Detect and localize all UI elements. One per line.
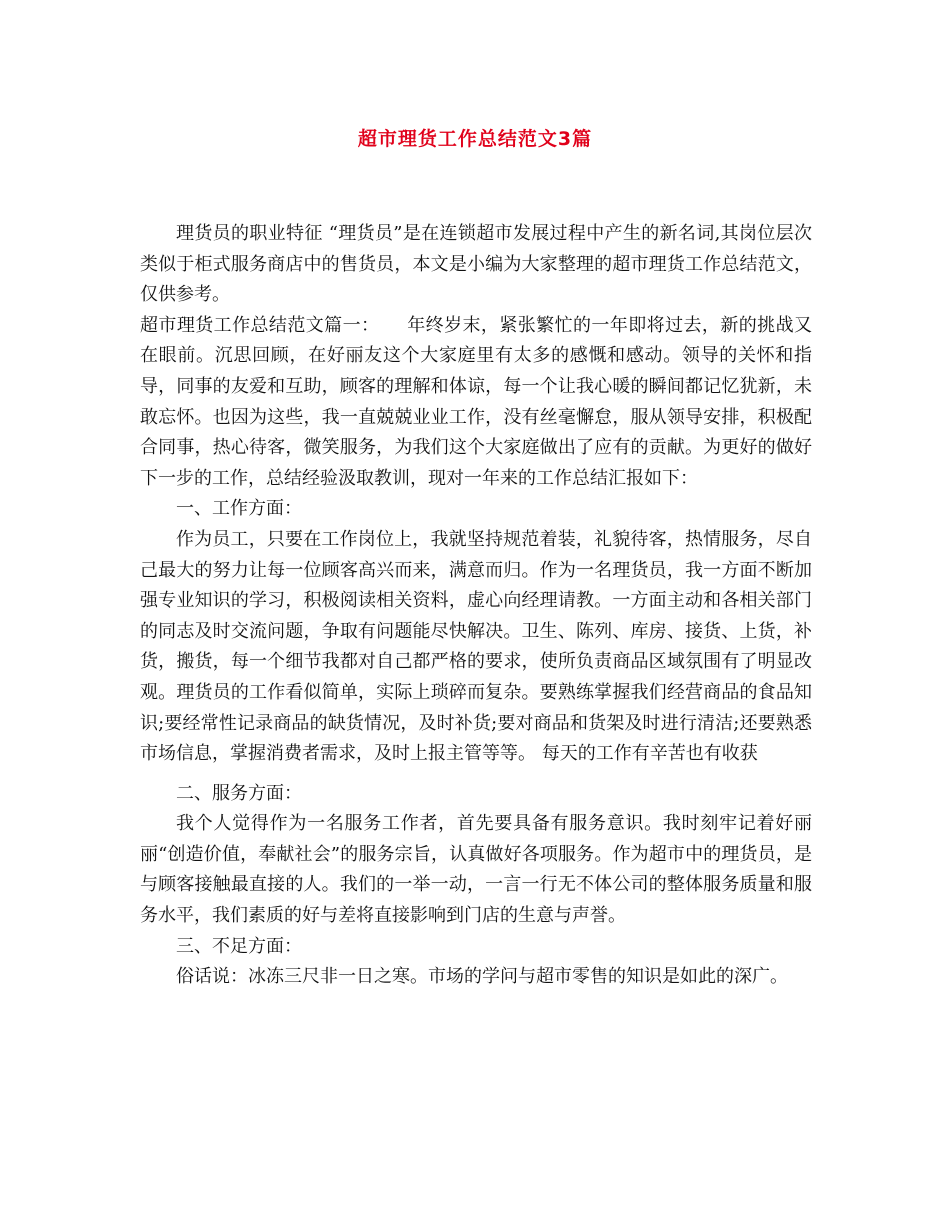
intro-paragraph: 理货员的职业特征 “理货员”是在连锁超市发展过程中产生的新名词,其岗位层次类似于柜式服务商店中的售货员，本文是小编为大家整理的超市理货工作总结范文，仅供参考。 (140, 223, 812, 306)
section2-paragraph: 我个人觉得作为一名服务工作者，首先要具备有服务意识。我时刻牢记着好丽丽“创造价值，奉献社会”的服务宗旨，认真做好各项服务。作为超市中的理货员，是与顾客接触最直接的人。我们的一举一动，一言一行无不体公司的整体服务质量和服务水平，我们素质的好与差将直接影响到门店的生意与声誉。 (140, 813, 812, 927)
section1-paragraph: 作为员工，只要在工作岗位上，我就坚持规范着装，礼貌待客，热情服务，尽自己最大的努力让每一位顾客高兴而来，满意而归。作为一名理货员，我一方面不断加强专业知识的学习，积极阅读相关资料，虚心向经理请教。一方面主动和各相关部门的同志及时交流问题，争取有问题能尽快解决。卫生、陈列、库房、接货、上货，补货，搬货，每一个细节我都对自己都严格的要求，使所负责商品区域氛围有了明显改观。理货员的工作看似简单，实际上琐碎而复杂。要熟练掌握我们经营商品的食品知识;要经常性记录商品的缺货情况，及时补货;要对商品和货架及时进行清洁;还要熟悉市场信息，掌握消费者需求，及时上报主管等等。 每天的工作有辛苦也有收获 (140, 528, 812, 765)
document-body (140, 219, 812, 993)
section2-heading: 二、服务方面： (176, 782, 302, 804)
article1-opening-paragraph: 超市理货工作总结范文篇一： 年终岁末，紧张繁忙的一年即将过去，新的挑战又在眼前。沉思回顾，在好丽友这个大家庭里有太多的感慨和感动。领导的关怀和指导，同事的友爱和互助，顾客的理解和体谅，每一个让我心暖的瞬间都记忆犹新，未敢忘怀。也因为这些，我一直兢兢业业工作，没有丝毫懈怠，服从领导安排，积极配合同事，热心待客，微笑服务，为我们这个大家庭做出了应有的贡献。为更好的做好下一步的工作，总结经验汲取教训，现对一年来的工作总结汇报如下： (140, 314, 812, 489)
section3-paragraph: 俗话说：冰冻三尺非一日之寒。市场的学问与超市零售的知识是如此的深广。 (176, 966, 788, 988)
section3-heading: 三、不足方面： (176, 935, 302, 957)
document-title: 超市理货工作总结范文3篇 (357, 128, 593, 150)
section1-heading: 一、工作方面： (176, 498, 302, 520)
